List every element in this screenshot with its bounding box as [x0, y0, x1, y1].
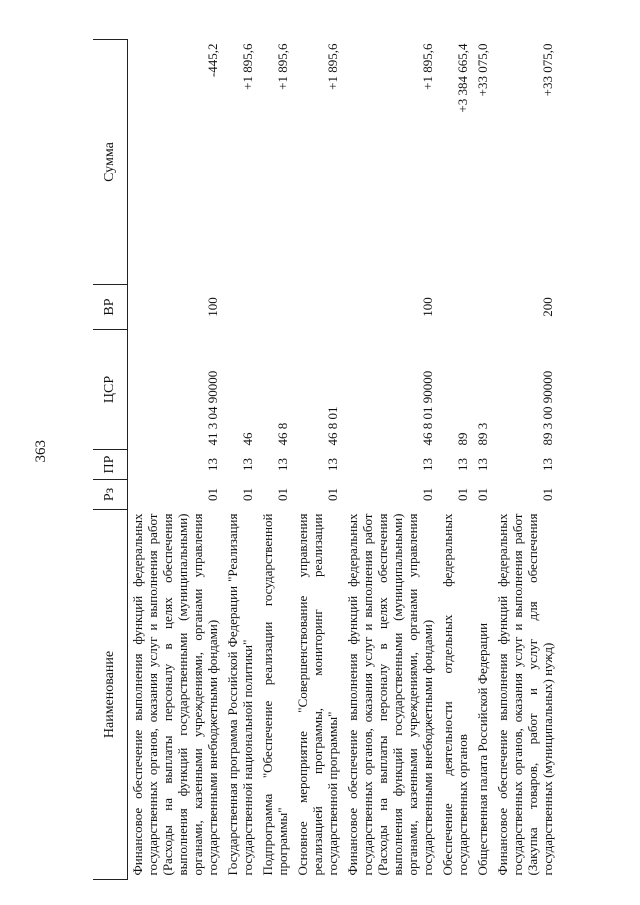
table-row: [343, 40, 438, 880]
row-name: Обеспечение деятельности отдельных федеральных государственных органов: [440, 513, 470, 876]
row-pr: 13: [205, 458, 220, 471]
header-name: Наименование: [93, 510, 128, 880]
header-csr: ЦСР: [93, 330, 128, 450]
page-number: 363: [33, 440, 49, 463]
row-name: Финансовое обеспечение выполнения функций федеральных государственных органов, оказания услуг и выполнения работ (Закупка товаров, работ и услуг для обеспечения государственных (муниципальных) нужд): [495, 513, 555, 876]
row-name: Финансовое обеспечение выполнения функций федеральных государственных органов, оказания услуг и выполнения работ (Расходы на выплаты персоналу в целях обеспечения выполнения функций государственными (муниципальными) органами, казенными учреждениями, органами управления государственными внебюджетными фондами): [130, 513, 220, 876]
header-amount: Сумма: [93, 40, 128, 285]
row-csr: 89 3: [475, 422, 490, 446]
row-vr: [473, 285, 493, 330]
row-pr: 13: [540, 458, 555, 471]
row-amount: -445,2: [205, 43, 220, 78]
row-name: Финансовое обеспечение выполнения функций федеральных государственных органов, оказания услуг и выполнения работ (Расходы на выплаты персоналу в целях обеспечения выполнения функций государственными (муниципальными) органами, казенными учреждениями, органами управления государственными внебюджетными фондами): [345, 513, 435, 876]
table-row: [438, 40, 473, 880]
row-csr: 46: [240, 432, 255, 446]
row-amount: +33 075,0: [475, 43, 490, 97]
row-amount: +1 895,6: [325, 43, 340, 90]
row-pr: 13: [475, 458, 490, 471]
row-vr: [223, 285, 258, 330]
row-vr: 100: [420, 297, 435, 317]
row-csr: 89: [455, 432, 470, 446]
row-pr: 13: [325, 458, 340, 471]
header-rz: Рз: [93, 480, 128, 510]
rotated-page: [93, 40, 613, 880]
table-row: [223, 40, 258, 880]
row-rz: 01: [455, 488, 470, 501]
row-csr: 41 3 04 90000: [205, 370, 220, 446]
row-csr: 46 8 01: [325, 406, 340, 446]
row-amount: +1 895,6: [240, 43, 255, 90]
row-pr: 13: [455, 458, 470, 471]
row-vr: [293, 285, 343, 330]
header-pr: ПР: [93, 450, 128, 480]
row-amount: +3 384 665,4: [455, 43, 470, 113]
row-rz: 01: [205, 488, 220, 501]
row-name: Основное мероприятие "Совершенствование управления реализацией программы, мониторинг реализации государственной программы": [295, 513, 340, 876]
row-name: Государственная программа Российской Федерации "Реализация государственной национальной политики": [225, 513, 255, 876]
row-amount: +1 895,6: [275, 43, 290, 90]
row-rz: 01: [240, 488, 255, 501]
header-vr: ВР: [93, 285, 128, 330]
table-row: [493, 40, 558, 880]
row-pr: 13: [275, 458, 290, 471]
budget-table: [93, 39, 558, 880]
row-csr: 46 8 01 90000: [420, 370, 435, 446]
table-row: [258, 40, 293, 880]
row-rz: 01: [475, 488, 490, 501]
table-row: [293, 40, 343, 880]
row-vr: [258, 285, 293, 330]
row-rz: 01: [325, 488, 340, 501]
row-rz: 01: [420, 488, 435, 501]
row-name: Общественная палата Российской Федерации: [475, 622, 490, 876]
row-vr: 200: [540, 297, 555, 317]
row-rz: 01: [275, 488, 290, 501]
row-rz: 01: [540, 488, 555, 501]
row-amount: +1 895,6: [420, 43, 435, 90]
row-csr: 46 8: [275, 422, 290, 446]
row-name: Подпрограмма "Обеспечение реализации государственной программы": [260, 513, 290, 876]
row-csr: 89 3 00 90000: [540, 370, 555, 446]
row-vr: [438, 285, 473, 330]
row-vr: 100: [205, 297, 220, 317]
row-pr: 13: [240, 458, 255, 471]
row-pr: 13: [420, 458, 435, 471]
row-amount: +33 075,0: [540, 43, 555, 97]
table-row: [473, 40, 493, 880]
table-row: [128, 40, 224, 880]
table-header-row: [93, 40, 128, 880]
